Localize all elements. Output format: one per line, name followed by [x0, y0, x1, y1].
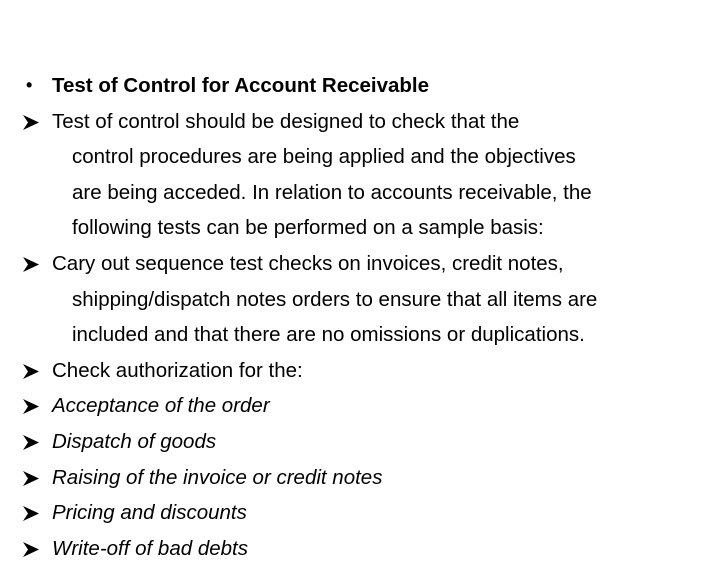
list-item-text: Test of control should be designed to check that the — [52, 109, 520, 133]
list-item-text: Check authorization for the: — [52, 358, 303, 382]
list-item-continuation: following tests can be performed on a sample basis: — [72, 216, 544, 240]
list-item — [20, 104, 710, 140]
sub-list-item — [20, 460, 710, 496]
arrow-bullet-icon — [20, 495, 42, 530]
sub-list-item — [20, 495, 710, 531]
sub-list-item — [20, 531, 710, 566]
sub-list-item — [20, 424, 710, 460]
list-item — [20, 246, 710, 282]
sub-list-item-text: Write-off of bad debts — [52, 536, 248, 560]
list-item-continuation: included and that there are no omissions or duplications. — [72, 323, 585, 347]
slide-content — [20, 68, 710, 566]
list-item-text: Cary out sequence test checks on invoices, credit notes, — [52, 251, 564, 275]
arrow-bullet-icon — [20, 460, 42, 495]
arrow-bullet-icon — [20, 104, 42, 139]
arrow-bullet-icon — [20, 531, 42, 566]
list-item-continuation: are being acceded. In relation to accounts receivable, the — [72, 180, 592, 204]
arrow-bullet-icon — [20, 246, 42, 281]
bullet-dot-icon: • — [26, 75, 33, 95]
list-item-continuation: shipping/dispatch notes orders to ensure that all items are — [72, 287, 598, 311]
sub-list-item-text: Pricing and discounts — [52, 501, 247, 525]
sub-list-item — [20, 388, 710, 424]
sub-list-item-text: Raising of the invoice or credit notes — [52, 465, 383, 489]
arrow-bullet-icon — [20, 388, 42, 423]
heading-text: Test of Control for Account Receivable — [52, 74, 430, 97]
list-item-continuation: control procedures are being applied and the objectives — [72, 145, 576, 169]
arrow-bullet-icon — [20, 353, 42, 388]
sub-list-item-text: Acceptance of the order — [52, 394, 270, 418]
heading-line — [20, 68, 710, 104]
sub-list-item-text: Dispatch of goods — [52, 429, 217, 453]
arrow-bullet-icon — [20, 424, 42, 459]
list-item — [20, 353, 710, 389]
